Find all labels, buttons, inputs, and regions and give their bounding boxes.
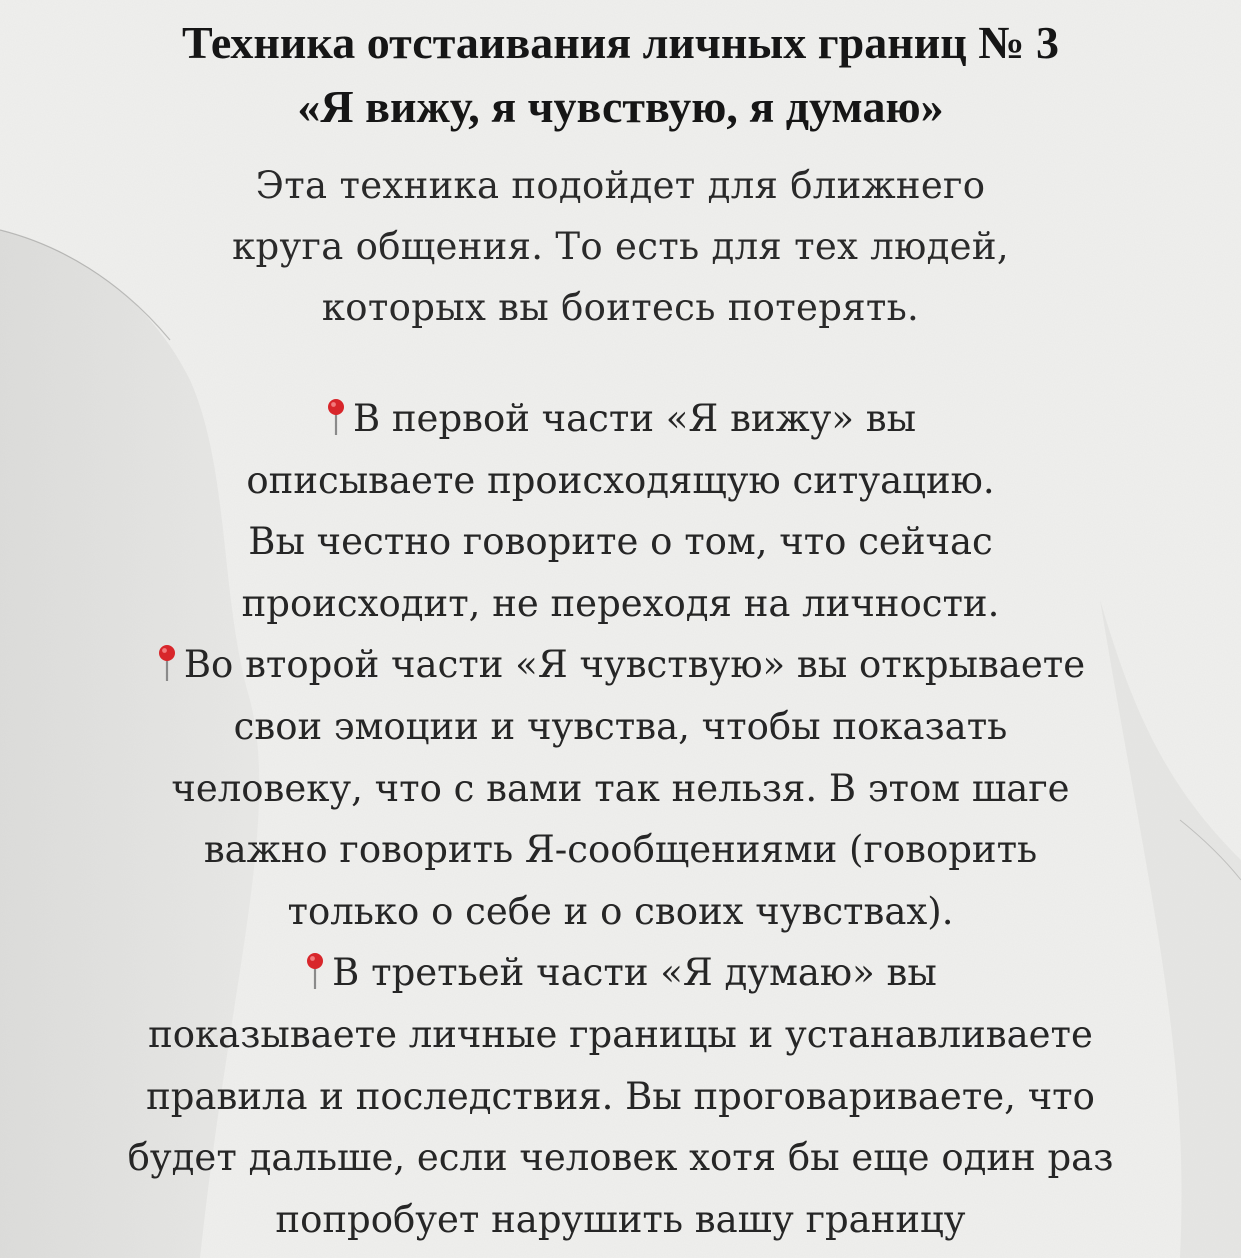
section-3-line (40, 942, 1201, 1004)
round-pushpin-icon (156, 643, 178, 683)
section-3-line: правила и последствия. Вы проговариваете, что (146, 1074, 1095, 1118)
section-3-line: попробует нарушить вашу границу (275, 1197, 966, 1241)
section-2-line: только о себе и о своих чувствах). (287, 889, 954, 933)
intro-line: которых вы боитесь потерять. (321, 286, 920, 329)
intro-line: круга общения. То есть для тех людей, (232, 225, 1009, 268)
intro-paragraph (100, 155, 1141, 338)
section-3-heading-text: В третьей части «Я думаю» вы (332, 951, 937, 995)
section-1-line (40, 388, 1201, 450)
page-subtitle: «Я вижу, я чувствую, я думаю» (297, 81, 944, 132)
section-1-heading-text: В первой части «Я вижу» вы (352, 397, 917, 440)
section-2-heading-text: Во второй части «Я чувствую» вы открываете (183, 643, 1086, 687)
section-1-line: Вы честно говорите о том, что сейчас (248, 520, 993, 564)
section-2-line: свои эмоции и чувства, чтобы показать (233, 704, 1008, 748)
section-3-line: будет дальше, если человек хотя бы еще один раз (127, 1136, 1114, 1180)
section-2-line (40, 634, 1201, 696)
sections-block (40, 388, 1201, 1250)
section-1-line: происходит, не переходя на личности. (241, 581, 1000, 625)
round-pushpin-icon (325, 397, 347, 437)
section-1-line: описываете происходящую ситуацию. (246, 458, 995, 502)
intro-line: Эта техника подойдет для ближнего (255, 164, 986, 207)
section-2-line: важно говорить Я-сообщениями (говорить (203, 828, 1038, 872)
page-title: Техника отстаивания личных границ № 3 (182, 17, 1059, 68)
round-pushpin-icon (304, 951, 326, 991)
section-2-line: человеку, что с вами так нельзя. В этом шаге (171, 766, 1070, 810)
section-3-line: показываете личные границы и устанавливаете (148, 1012, 1093, 1056)
